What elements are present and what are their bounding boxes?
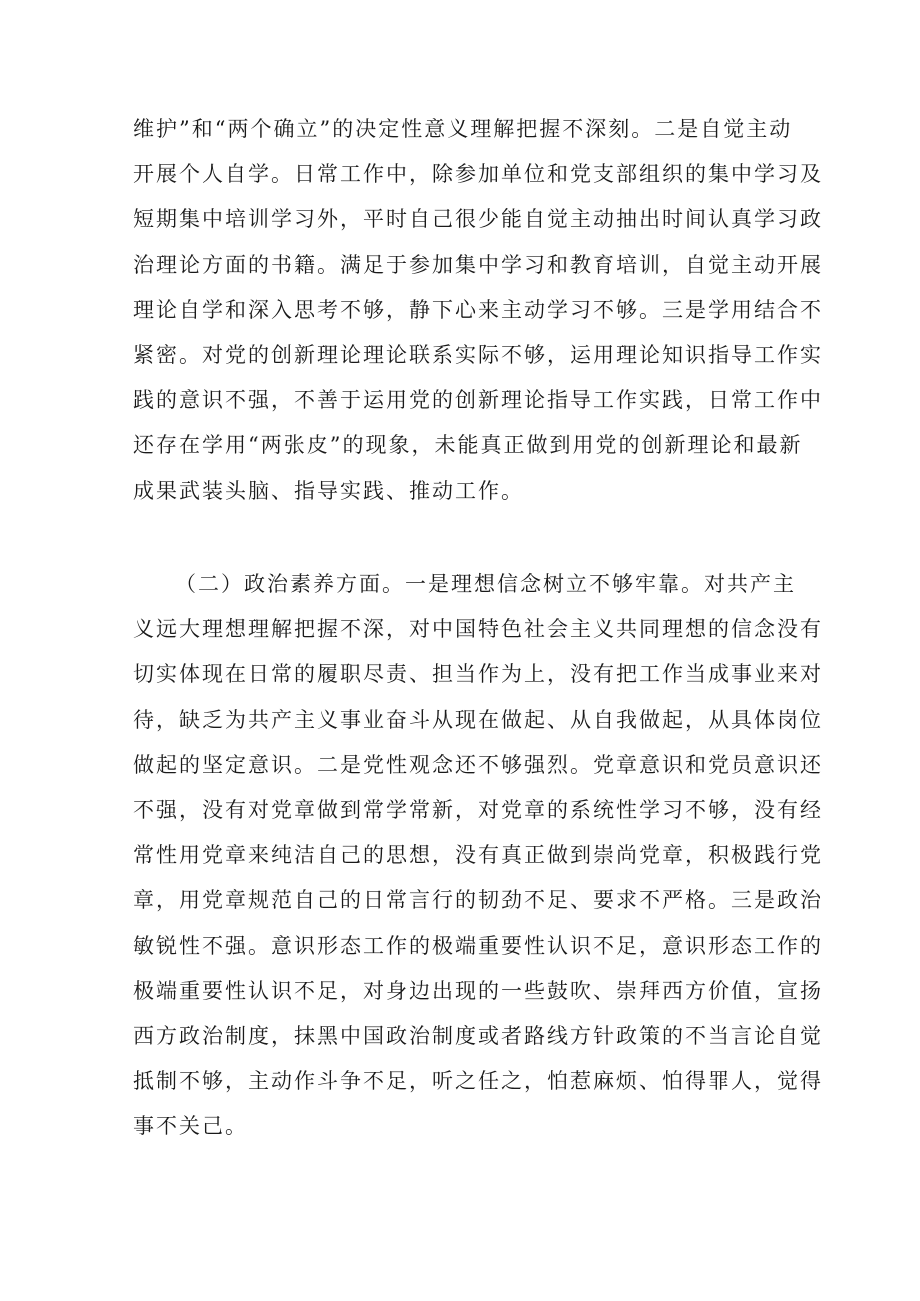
text-line: 维护”和“两个确立”的决定性意义理解把握不深刻。二是自觉主动 [133, 117, 793, 141]
paragraph-1 [133, 107, 823, 514]
text-line: 成果武装头脑、指导实践、推动工作。 [133, 478, 524, 503]
text-line: 还存在学用“两张皮”的现象，未能真正做到用党的创新理论和最新 [133, 433, 803, 458]
text-line: 敏锐性不强。意识形态工作的极端重要性认识不足，意识形态工作的 [133, 933, 823, 958]
section-heading-line: （二）政治素养方面。一是理想信念树立不够牢靠。对共产主 [175, 572, 796, 596]
text-line: 待，缺乏为共产主义事业奋斗从现在做起、从自我做起，从具体岗位 [133, 707, 823, 732]
text-line: 义远大理想理解把握不深，对中国特色社会主义共同理想的信念没有 [133, 617, 823, 642]
text-line: 践的意识不强，不善于运用党的创新理论指导工作实践，日常工作中 [133, 388, 823, 413]
text-line: 事不关己。 [133, 1114, 248, 1139]
text-line: 短期集中培训学习外，平时自己很少能自觉主动抽出时间认真学习政 [133, 207, 823, 232]
text-line: 理论自学和深入思考不够，静下心来主动学习不够。三是学用结合不 [133, 297, 823, 322]
text-line: 做起的坚定意识。二是党性观念还不够强烈。党章意识和党员意识还 [133, 752, 823, 777]
text-line: 开展个人自学。日常工作中，除参加单位和党支部组织的集中学习及 [133, 162, 823, 187]
text-line: 常性用党章来纯洁自己的思想，没有真正做到崇尚党章，积极践行党 [133, 843, 823, 868]
text-line: 治理论方面的书籍。满足于参加集中学习和教育培训，自觉主动开展 [133, 252, 823, 277]
text-line: 西方政治制度，抹黑中国政治制度或者路线方针政策的不当言论自觉 [133, 1023, 823, 1048]
text-line: 抵制不够，主动作斗争不足，听之任之，怕惹麻烦、怕得罪人，觉得 [133, 1069, 823, 1094]
text-line: 章，用党章规范自己的日常言行的韧劲不足、要求不严格。三是政治 [133, 888, 823, 913]
text-line: 紧密。对党的创新理论理论联系实际不够，运用理论知识指导工作实 [133, 342, 823, 367]
paragraph-2 [133, 562, 823, 1149]
text-line: 不强，没有对党章做到常学常新，对党章的系统性学习不够，没有经 [133, 797, 823, 822]
text-line: 极端重要性认识不足，对身边出现的一些鼓吹、崇拜西方价值，宣扬 [133, 978, 823, 1003]
text-line: 切实体现在日常的履职尽责、担当作为上，没有把工作当成事业来对 [133, 662, 823, 687]
